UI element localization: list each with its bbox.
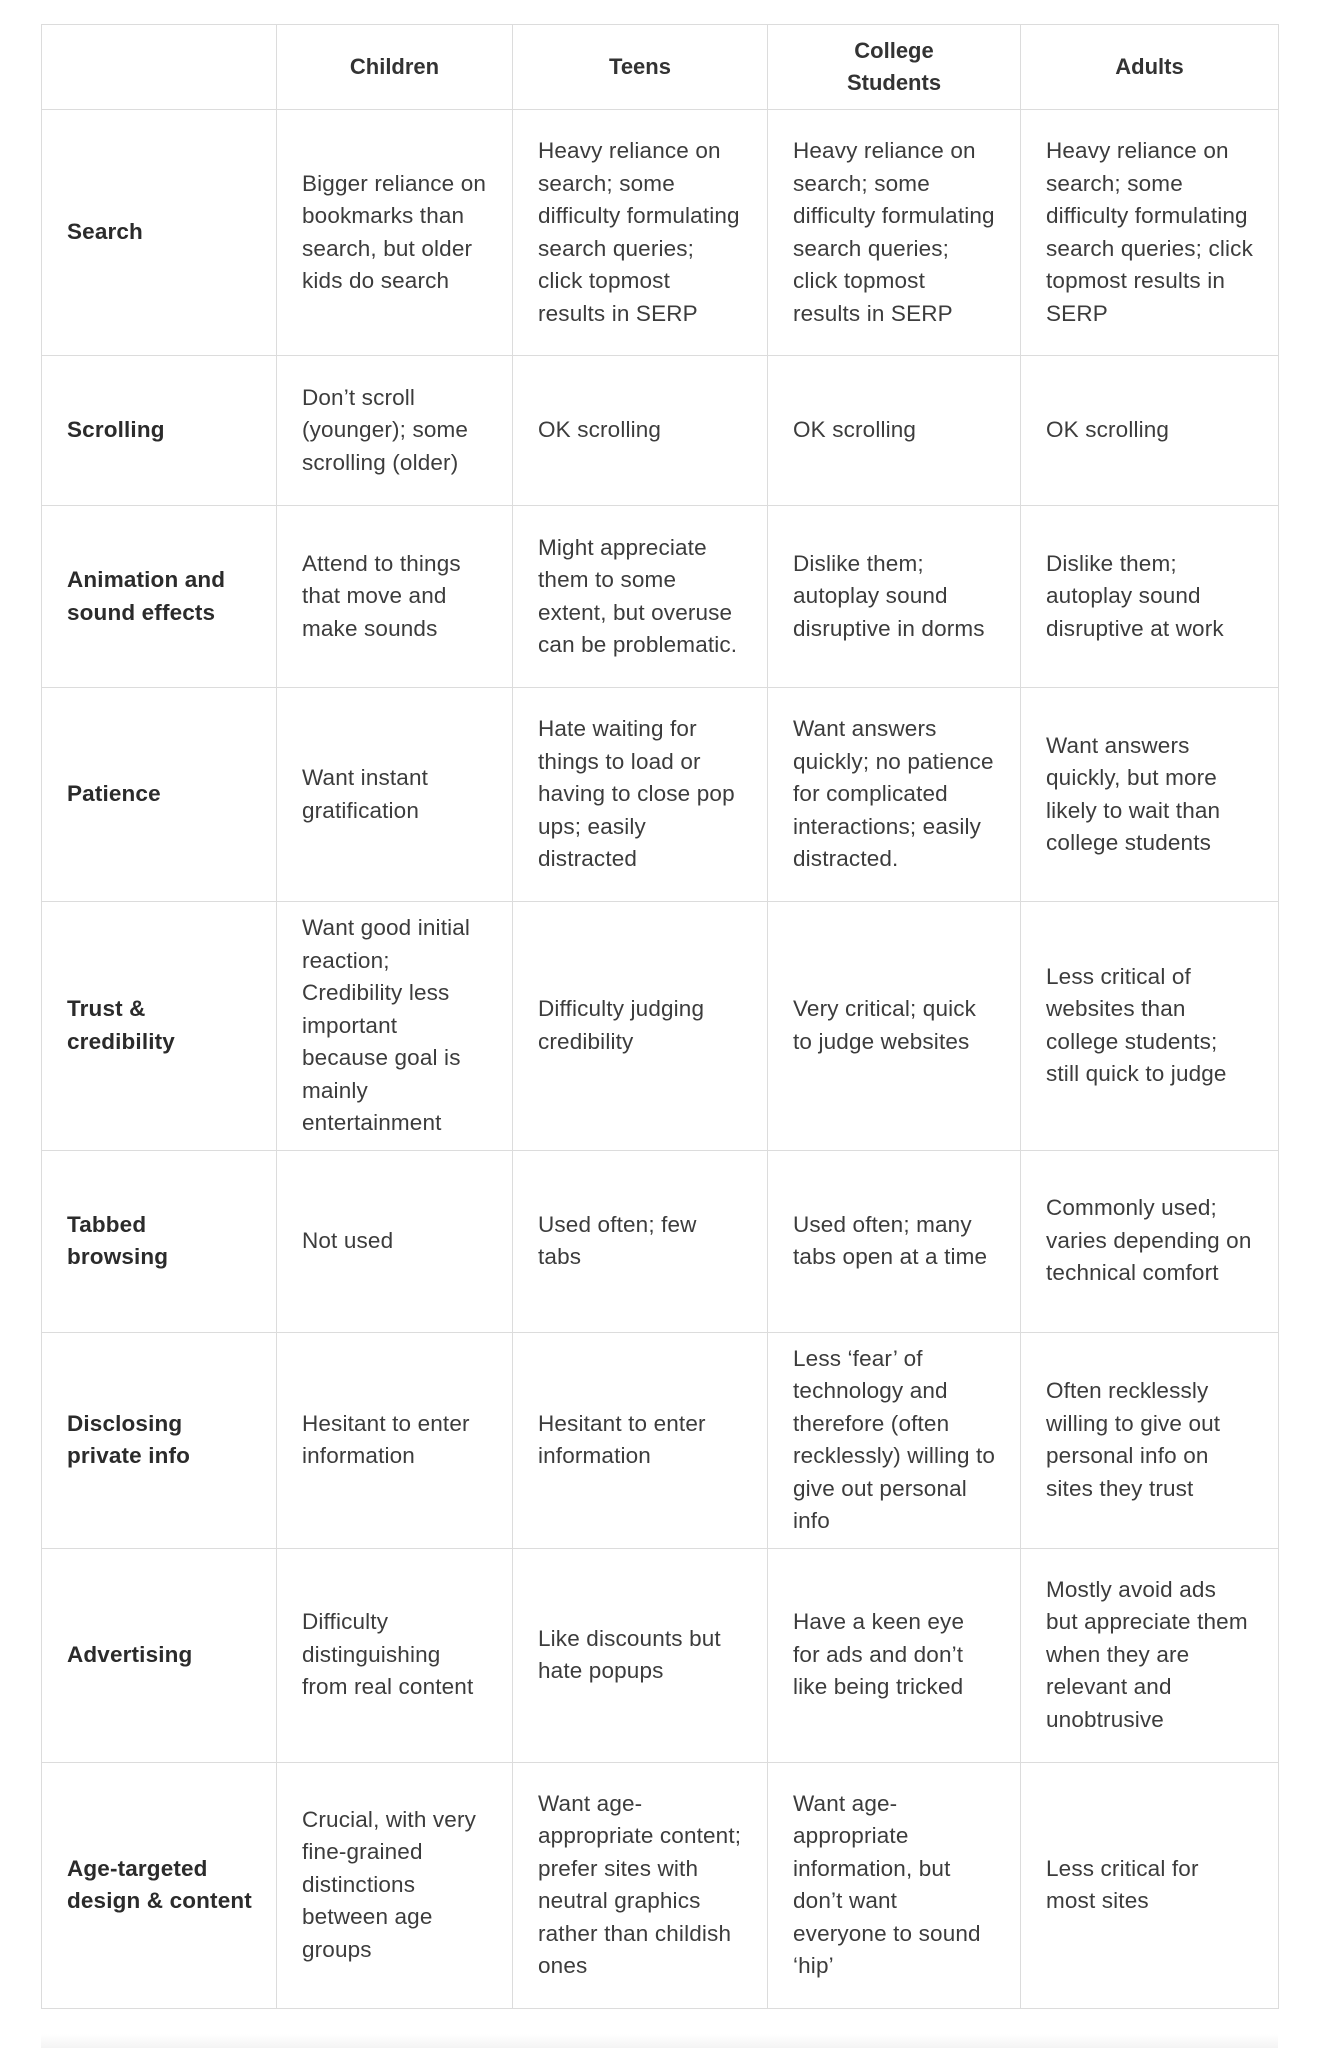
table-row-search — [42, 110, 1279, 356]
bottom-edge-fade — [41, 2034, 1278, 2048]
table-cell: Used often; few tabs — [513, 1150, 768, 1332]
table-cell: Crucial, with very fine-grained distinctions between age groups — [277, 1762, 513, 2008]
table-row-age-targeted — [42, 1762, 1279, 2008]
row-label: Search — [42, 110, 277, 356]
table-cell: Mostly avoid ads but appreciate them when they are relevant and unobtrusive — [1021, 1548, 1279, 1762]
row-label: Disclosing private info — [42, 1332, 277, 1548]
table-cell: Not used — [277, 1150, 513, 1332]
table-cell: Commonly used; varies depending on technical comfort — [1021, 1150, 1279, 1332]
table-cell: Have a keen eye for ads and don’t like being tricked — [768, 1548, 1021, 1762]
table-cell: Used often; many tabs open at a time — [768, 1150, 1021, 1332]
header-children: Children — [277, 25, 513, 110]
row-label: Scrolling — [42, 356, 277, 506]
row-label: Age-targeted design & content — [42, 1762, 277, 2008]
table-cell: Don’t scroll (younger); some scrolling (older) — [277, 356, 513, 506]
table-cell: Hesitant to enter information — [513, 1332, 768, 1548]
table-cell: Want answers quickly; no patience for complicated interactions; easily distracted. — [768, 688, 1021, 902]
table-cell: Heavy reliance on search; some difficulty formulating search queries; click topmost results in SERP — [768, 110, 1021, 356]
table-cell: OK scrolling — [1021, 356, 1279, 506]
row-label: Advertising — [42, 1548, 277, 1762]
table-cell: Dislike them; autoplay sound disruptive at work — [1021, 506, 1279, 688]
table-cell: Less ‘fear’ of technology and therefore (often recklessly) willing to give out personal info — [768, 1332, 1021, 1548]
table-cell: Want instant gratification — [277, 688, 513, 902]
table-cell: Less critical of websites than college students; still quick to judge — [1021, 902, 1279, 1151]
table-row-scrolling — [42, 356, 1279, 506]
table-cell: Difficulty distinguishing from real content — [277, 1548, 513, 1762]
comparison-table-container — [41, 24, 1278, 2009]
header-college-students: College Students — [768, 25, 1021, 110]
table-cell: Might appreciate them to some extent, but overuse can be problematic. — [513, 506, 768, 688]
table-cell: Difficulty judging credibility — [513, 902, 768, 1151]
header-teens: Teens — [513, 25, 768, 110]
table-cell: Want age-appropriate content; prefer sites with neutral graphics rather than childish ones — [513, 1762, 768, 2008]
table-cell: Often recklessly willing to give out personal info on sites they trust — [1021, 1332, 1279, 1548]
header-adults: Adults — [1021, 25, 1279, 110]
row-label: Tabbed browsing — [42, 1150, 277, 1332]
table-cell: Dislike them; autoplay sound disruptive in dorms — [768, 506, 1021, 688]
table-row-animation — [42, 506, 1279, 688]
table-cell: Heavy reliance on search; some difficulty formulating search queries; click topmost results in SERP — [513, 110, 768, 356]
table-cell: Want age-appropriate information, but don’t want everyone to sound ‘hip’ — [768, 1762, 1021, 2008]
table-cell: Heavy reliance on search; some difficulty formulating search queries; click topmost results in SERP — [1021, 110, 1279, 356]
table-cell: Bigger reliance on bookmarks than search, but older kids do search — [277, 110, 513, 356]
header-row — [42, 25, 1279, 110]
row-label: Animation and sound effects — [42, 506, 277, 688]
table-cell: Attend to things that move and make sounds — [277, 506, 513, 688]
table-row-trust — [42, 902, 1279, 1151]
table-row-advertising — [42, 1548, 1279, 1762]
table-cell: Hesitant to enter information — [277, 1332, 513, 1548]
table-cell: Very critical; quick to judge websites — [768, 902, 1021, 1151]
table-row-private-info — [42, 1332, 1279, 1548]
table-cell: OK scrolling — [768, 356, 1021, 506]
table-cell: Less critical for most sites — [1021, 1762, 1279, 2008]
table-cell: Hate waiting for things to load or having to close pop ups; easily distracted — [513, 688, 768, 902]
row-label: Trust & credibility — [42, 902, 277, 1151]
row-label: Patience — [42, 688, 277, 902]
table-cell: Want answers quickly, but more likely to wait than college students — [1021, 688, 1279, 902]
table-row-patience — [42, 688, 1279, 902]
table-row-tabbed-browsing — [42, 1150, 1279, 1332]
table-cell: Like discounts but hate popups — [513, 1548, 768, 1762]
table-cell: OK scrolling — [513, 356, 768, 506]
table-cell: Want good initial reaction; Credibility less important because goal is mainly entertainment — [277, 902, 513, 1151]
comparison-table — [41, 24, 1279, 2009]
header-corner-cell — [42, 25, 277, 110]
